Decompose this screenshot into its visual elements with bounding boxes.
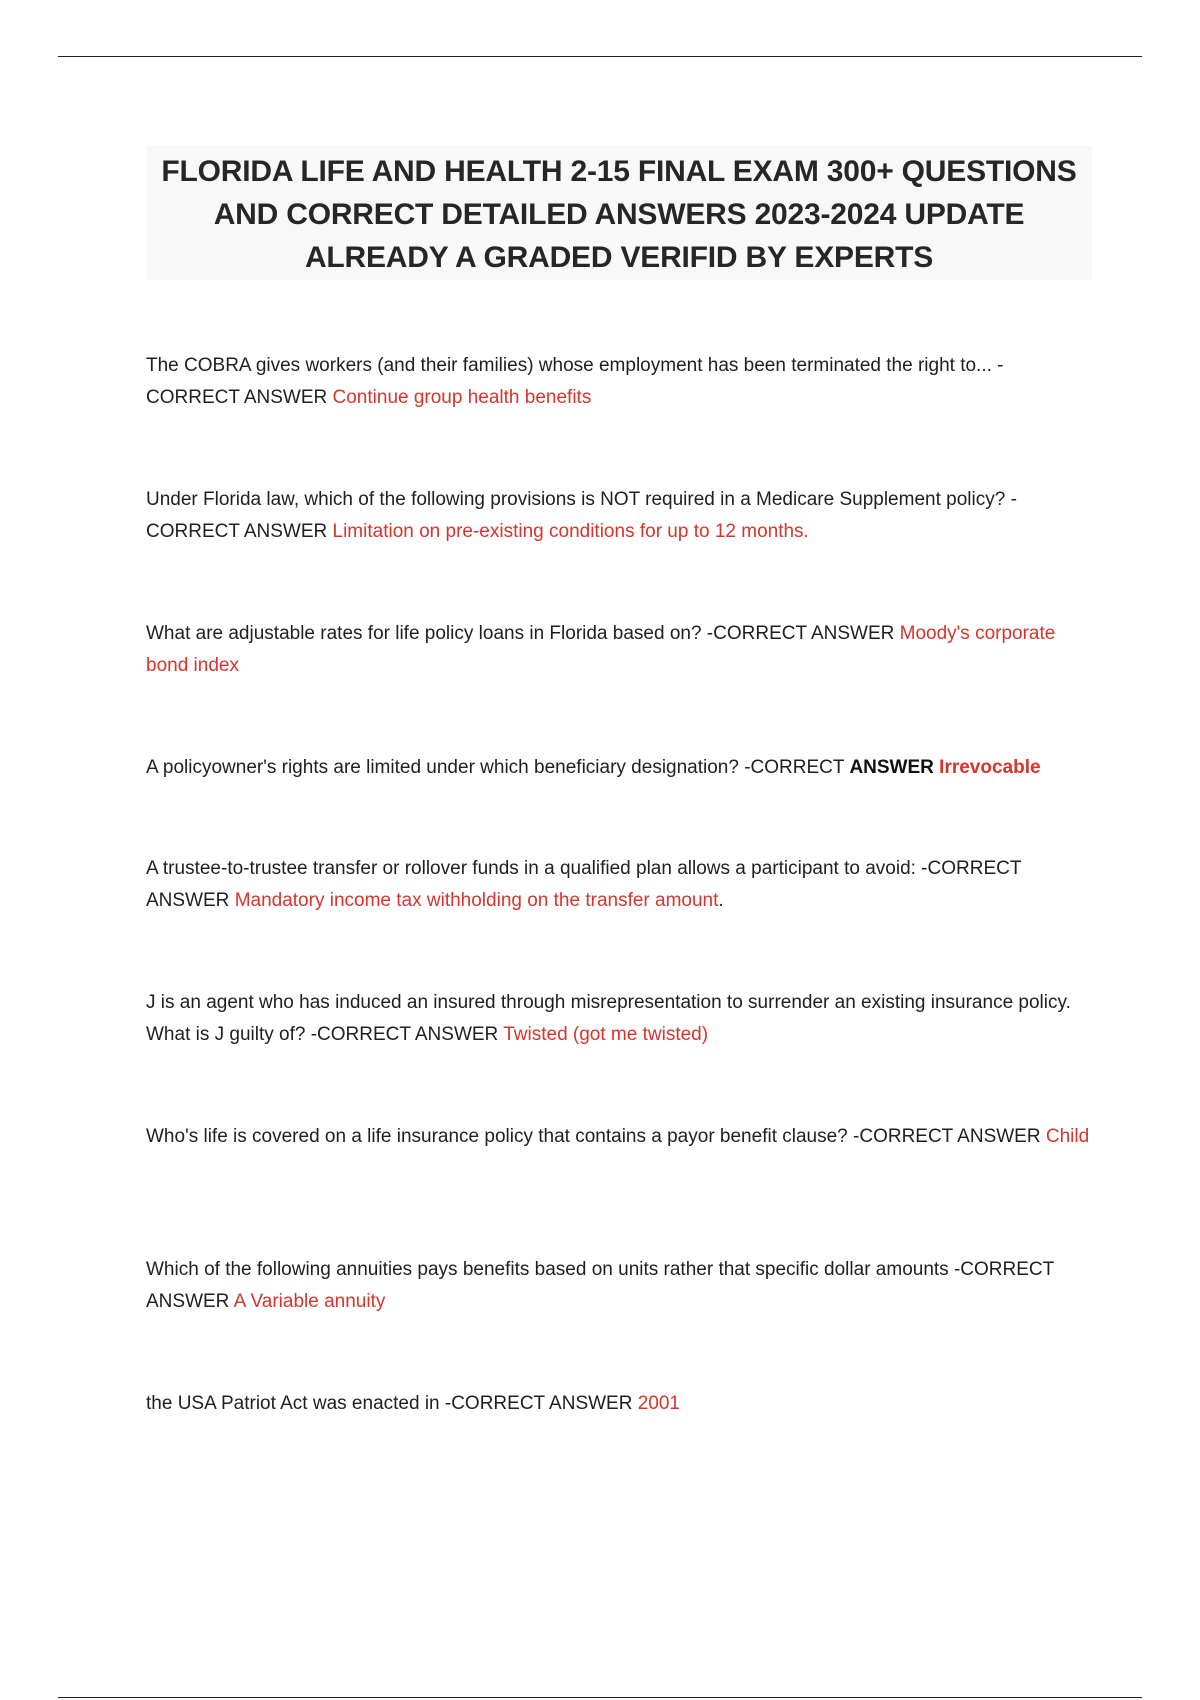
document-title: FLORIDA LIFE AND HEALTH 2-15 FINAL EXAM 300+ QUESTIONS AND CORRECT DETAILED ANSWERS 2023-2024 UPDATE ALREADY A GRADED VERIFID BY EXPERTS: [161, 155, 1077, 274]
bottom-rule: [58, 1697, 1142, 1698]
answer-text: Twisted (got me twisted): [503, 1024, 709, 1045]
question-text: Which of the following annuities pays benefits based on units rather that specific dollar amounts -CORRECT ANSWER: [146, 1259, 1054, 1312]
question-text: The COBRA gives workers (and their families) whose employment has been terminated the right to... -CORRECT ANSWER: [146, 355, 1004, 408]
question-text: J is an agent who has induced an insured through misrepresentation to surrender an existing insurance policy. What is J guilty of? -CORRECT ANSWER: [146, 992, 1071, 1045]
qa-item-7: [146, 1121, 1092, 1153]
qa-item-3: [146, 618, 1092, 682]
question-text: the USA Patriot Act was enacted in -CORRECT ANSWER: [146, 1393, 638, 1414]
qa-item-5: [146, 853, 1092, 917]
qa-item-9: [146, 1388, 1092, 1420]
top-rule: [58, 56, 1142, 57]
question-text: A trustee-to-trustee transfer or rollover funds in a qualified plan allows a participant to avoid: -CORRECT ANSWER: [146, 858, 1022, 911]
qa-item-4: [146, 752, 1092, 784]
answer-suffix: .: [718, 890, 724, 911]
answer-text: Mandatory income tax withholding on the transfer amount: [234, 890, 719, 911]
answer-text: Moody's corporate bond index: [146, 623, 1056, 676]
answer-label-bold: ANSWER: [849, 757, 934, 778]
qa-item-6: [146, 987, 1092, 1051]
question-text: Under Florida law, which of the following provisions is NOT required in a Medicare Supplement policy? -CORRECT ANSWER: [146, 489, 1017, 542]
answer-text: Child: [1045, 1126, 1090, 1147]
question-text: Who's life is covered on a life insurance policy that contains a payor benefit clause? -CORRECT ANSWER: [146, 1126, 1046, 1147]
question-text: What are adjustable rates for life policy loans in Florida based on? -CORRECT ANSWER: [146, 623, 900, 644]
question-text: A policyowner's rights are limited under which beneficiary designation? -CORRECT: [146, 757, 850, 778]
answer-text: A Variable annuity: [233, 1291, 386, 1312]
answer-text: Limitation on pre-existing conditions for up to 12 months.: [332, 521, 809, 542]
qa-item-1: [146, 350, 1092, 414]
answer-text: 2001: [637, 1393, 680, 1414]
qa-item-2: [146, 484, 1092, 548]
qa-item-8: [146, 1254, 1092, 1318]
answer-text: Continue group health benefits: [332, 387, 592, 408]
answer-text: Irrevocable: [939, 757, 1041, 778]
